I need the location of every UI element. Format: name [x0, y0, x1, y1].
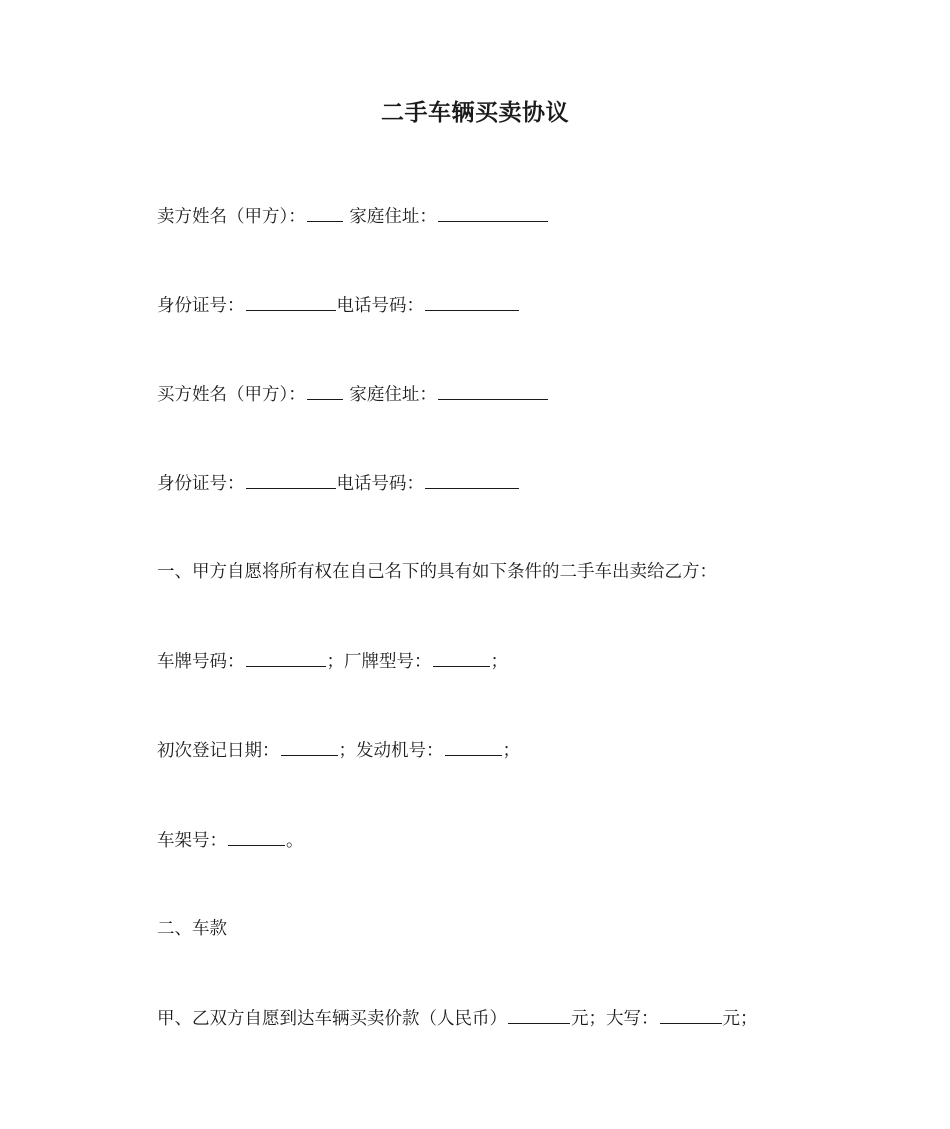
- clause2-heading: 二、车款: [157, 919, 227, 939]
- engine-label: 发动机号：: [356, 741, 444, 761]
- model-label: 厂牌型号：: [344, 652, 432, 672]
- model-blank[interactable]: [433, 649, 490, 667]
- plate-blank[interactable]: [246, 649, 326, 667]
- engine-blank[interactable]: [445, 738, 502, 756]
- vehicle-plate-line: [157, 649, 508, 674]
- reg-date-label: 初次登记日期：: [157, 741, 280, 761]
- seller-address-label: 家庭住址：: [349, 207, 437, 227]
- seller-name-blank[interactable]: [307, 204, 343, 222]
- upper-blank[interactable]: [660, 1006, 722, 1024]
- reg-date-suffix: ；: [338, 741, 356, 761]
- frame-blank[interactable]: [228, 828, 285, 846]
- reg-date-blank[interactable]: [281, 738, 338, 756]
- buyer-line: [157, 382, 549, 407]
- buyer-phone-blank[interactable]: [425, 471, 519, 489]
- buyer-name-label: 买方姓名（甲方）：: [157, 385, 306, 405]
- seller-line: [157, 204, 549, 229]
- buyer-contact-line: [157, 471, 520, 496]
- registration-line: [157, 738, 520, 763]
- document-title: 二手车辆买卖协议: [381, 100, 569, 126]
- buyer-id-label: 身份证号：: [157, 474, 245, 494]
- buyer-phone-label: 电话号码：: [336, 474, 424, 494]
- seller-phone-label: 电话号码：: [336, 296, 424, 316]
- buyer-name-blank[interactable]: [307, 382, 343, 400]
- seller-contact-line: [157, 293, 520, 318]
- frame-label: 车架号：: [157, 831, 227, 851]
- engine-suffix: ；: [502, 741, 520, 761]
- buyer-address-blank[interactable]: [438, 382, 548, 400]
- seller-phone-blank[interactable]: [425, 293, 519, 311]
- price-unit: 元；: [571, 1009, 606, 1029]
- clause1-heading: 一、甲方自愿将所有权在自己名下的具有如下条件的二手车出卖给乙方：: [157, 562, 717, 582]
- price-label: 甲、乙双方自愿到达车辆买卖价款（人民币）: [157, 1009, 507, 1029]
- plate-suffix: ；: [326, 652, 344, 672]
- frame-line: [157, 828, 304, 853]
- seller-name-label: 卖方姓名（甲方）：: [157, 207, 306, 227]
- model-suffix: ；: [490, 652, 508, 672]
- seller-id-label: 身份证号：: [157, 296, 245, 316]
- frame-suffix: 。: [286, 831, 304, 851]
- plate-label: 车牌号码：: [157, 652, 245, 672]
- buyer-address-label: 家庭住址：: [349, 385, 437, 405]
- buyer-id-blank[interactable]: [246, 471, 336, 489]
- seller-address-blank[interactable]: [438, 204, 548, 222]
- upper-label: 大写：: [606, 1009, 659, 1029]
- price-blank[interactable]: [508, 1006, 570, 1024]
- upper-unit: 元；: [722, 1009, 758, 1029]
- price-line: [157, 1006, 758, 1031]
- seller-id-blank[interactable]: [246, 293, 336, 311]
